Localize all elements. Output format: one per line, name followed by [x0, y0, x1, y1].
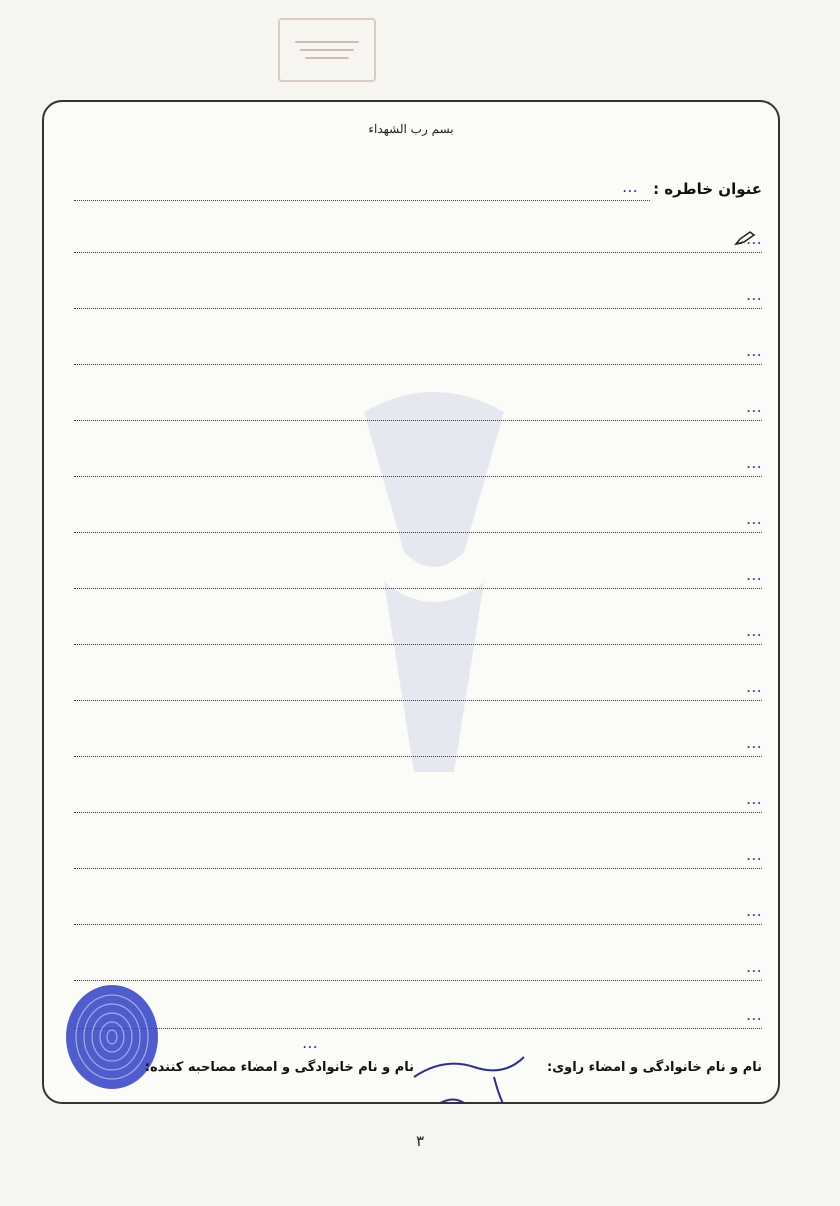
dotted-line [74, 980, 762, 981]
memoir-line: ... [746, 734, 762, 752]
title-dotted-line [74, 200, 650, 201]
memoir-line: ... [746, 398, 762, 416]
archive-stamp [278, 18, 376, 82]
memoir-line: ... [746, 958, 762, 976]
memoir-line: ... [746, 790, 762, 808]
dotted-line [74, 868, 762, 869]
dotted-line [74, 588, 762, 589]
page-number: ۳ [415, 1132, 425, 1150]
memoir-line: ... [746, 1006, 762, 1024]
dotted-line [74, 756, 762, 757]
dotted-line [74, 364, 762, 365]
memoir-line: ... [746, 230, 762, 248]
memoir-line: ... [746, 510, 762, 528]
dotted-line [74, 532, 762, 533]
dotted-line [74, 644, 762, 645]
memoir-line: ... [746, 454, 762, 472]
header-invocation: بسم رب الشهداء [368, 122, 454, 136]
dotted-line [74, 700, 762, 701]
dotted-line [74, 252, 762, 253]
dotted-line [74, 420, 762, 421]
memoir-line: ... [746, 622, 762, 640]
memoir-line: ... [746, 902, 762, 920]
memoir-line: ... [302, 1034, 318, 1052]
dotted-line [74, 812, 762, 813]
memoir-form [42, 100, 780, 1104]
memoir-line: ... [746, 846, 762, 864]
memoir-line: ... [746, 342, 762, 360]
memoir-title-label: عنوان خاطره : [653, 180, 762, 198]
dotted-line [74, 1028, 762, 1029]
dotted-line [74, 924, 762, 925]
dotted-line [74, 308, 762, 309]
memoir-line: ... [746, 286, 762, 304]
memoir-title-text: ... [622, 178, 638, 196]
dotted-line [74, 476, 762, 477]
memoir-line: ... [746, 678, 762, 696]
interviewer-signature-label: نام و نام خانوادگی و امضاء مصاحبه کننده: [144, 1060, 414, 1075]
signature-icon [374, 1037, 634, 1104]
fingerprint-icon [62, 982, 162, 1092]
memoir-line: ... [746, 566, 762, 584]
narrator-signature-label: نام و نام خانوادگی و امضاء راوی: [547, 1060, 762, 1075]
